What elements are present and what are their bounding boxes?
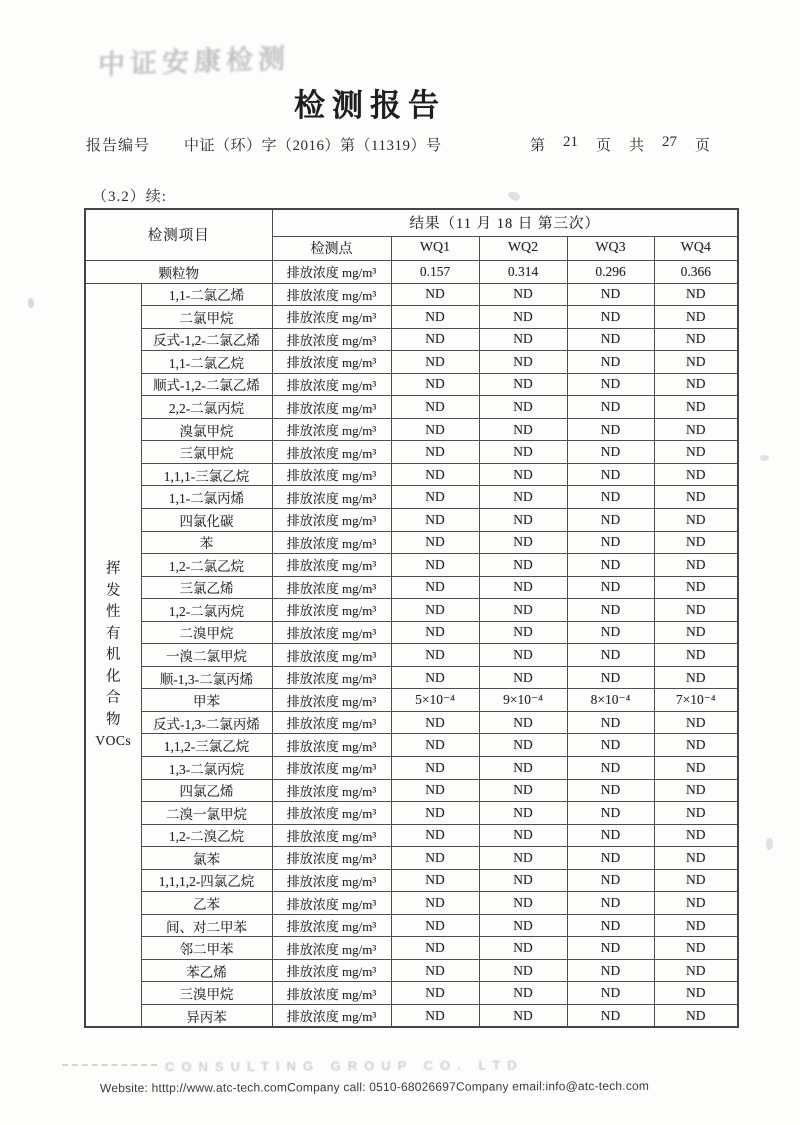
table-row — [85, 486, 738, 509]
value-cell: ND — [567, 869, 654, 892]
table-row — [85, 779, 738, 802]
point-type-cell: 排放浓度 mg/m³ — [272, 802, 391, 825]
value-cell: ND — [391, 328, 479, 351]
point-type-cell: 排放浓度 mg/m³ — [272, 373, 391, 396]
value-cell: ND — [567, 824, 654, 847]
point-type-cell: 排放浓度 mg/m³ — [272, 576, 391, 599]
table-header-row-1 — [85, 209, 738, 236]
item-name-cell: 四氯化碳 — [141, 508, 272, 531]
value-cell: ND — [567, 508, 654, 531]
voc-group-cell — [85, 283, 141, 1027]
table-row — [85, 734, 738, 757]
value-cell: ND — [654, 306, 738, 329]
value-cell: ND — [479, 508, 567, 531]
point-type-cell: 排放浓度 mg/m³ — [272, 260, 391, 283]
value-cell: ND — [479, 531, 567, 554]
item-name-cell: 二氯甲烷 — [141, 306, 272, 329]
value-cell: ND — [391, 576, 479, 599]
value-cell: ND — [391, 847, 479, 870]
item-name-cell: 溴氯甲烷 — [141, 418, 272, 441]
value-cell: ND — [567, 283, 654, 306]
value-cell: ND — [391, 779, 479, 802]
table-row — [85, 824, 738, 847]
value-cell: ND — [567, 621, 654, 644]
value-cell: ND — [567, 463, 654, 486]
value-cell: ND — [654, 869, 738, 892]
value-cell: ND — [479, 418, 567, 441]
value-cell: ND — [567, 1005, 654, 1028]
value-cell: ND — [654, 351, 738, 374]
value-cell: ND — [479, 644, 567, 667]
point-type-cell: 排放浓度 mg/m³ — [272, 621, 391, 644]
section-continued-label: （3.2）续: — [92, 189, 167, 205]
value-cell: ND — [479, 486, 567, 509]
table-row — [85, 892, 738, 915]
table-row — [85, 847, 738, 870]
table-row — [85, 351, 738, 374]
point-type-cell: 排放浓度 mg/m³ — [272, 847, 391, 870]
value-cell: ND — [479, 351, 567, 374]
item-name-cell: 氯苯 — [141, 847, 272, 870]
value-cell: ND — [391, 959, 479, 982]
report-number-label: 报告编号 — [86, 138, 151, 154]
item-name-cell: 四氯乙烯 — [141, 779, 272, 802]
report-title: 检测报告 — [294, 88, 446, 123]
value-cell: ND — [567, 982, 654, 1005]
value-cell: ND — [567, 576, 654, 599]
page-word: 页 — [596, 138, 612, 154]
sample-point-header-wq4: WQ4 — [654, 236, 738, 260]
report-meta-row — [0, 134, 800, 156]
value-cell: ND — [654, 463, 738, 486]
item-name-cell: 二溴一氯甲烷 — [141, 802, 272, 825]
point-type-cell: 排放浓度 mg/m³ — [272, 486, 391, 509]
scan-artifact — [28, 298, 34, 308]
value-cell: ND — [654, 328, 738, 351]
value-cell: ND — [391, 1005, 479, 1028]
point-type-cell: 排放浓度 mg/m³ — [272, 937, 391, 960]
scan-artifact — [766, 838, 773, 850]
value-cell: ND — [654, 666, 738, 689]
value-cell: ND — [567, 779, 654, 802]
value-cell: ND — [567, 734, 654, 757]
value-cell: ND — [654, 418, 738, 441]
value-cell: ND — [479, 599, 567, 622]
particulate-row — [85, 260, 738, 283]
table-row — [85, 283, 738, 306]
point-type-cell: 排放浓度 mg/m³ — [272, 756, 391, 779]
value-cell: ND — [567, 554, 654, 577]
value-cell: ND — [654, 621, 738, 644]
sample-point-header-wq3: WQ3 — [567, 236, 654, 260]
item-name-cell: 1,1,1,2-四氯乙烷 — [141, 869, 272, 892]
point-type-cell: 排放浓度 mg/m³ — [272, 869, 391, 892]
item-column-header: 检测项目 — [85, 209, 272, 260]
item-name-cell: 一溴二氯甲烷 — [141, 644, 272, 667]
item-name-cell: 1,1-二氯乙烯 — [141, 283, 272, 306]
table-row — [85, 1005, 738, 1028]
current-page-number: 21 — [563, 134, 579, 150]
item-name-cell: 1,1-二氯丙烯 — [141, 486, 272, 509]
value-cell: ND — [479, 959, 567, 982]
page-word-prefix: 第 — [530, 138, 546, 154]
value-cell: ND — [391, 621, 479, 644]
table-row — [85, 666, 738, 689]
value-cell: ND — [479, 328, 567, 351]
item-name-cell: 异丙苯 — [141, 1005, 272, 1028]
value-cell: ND — [567, 328, 654, 351]
value-cell: ND — [479, 937, 567, 960]
table-row — [85, 756, 738, 779]
value-cell: ND — [479, 621, 567, 644]
point-type-cell: 排放浓度 mg/m³ — [272, 351, 391, 374]
value-cell: ND — [391, 418, 479, 441]
value-cell: ND — [479, 396, 567, 419]
value-cell: ND — [654, 441, 738, 464]
value-cell: ND — [654, 644, 738, 667]
point-type-cell: 排放浓度 mg/m³ — [272, 599, 391, 622]
item-name-cell: 甲苯 — [141, 689, 272, 712]
item-name-cell: 2,2-二氯丙烷 — [141, 396, 272, 419]
value-cell: ND — [654, 1005, 738, 1028]
item-name-cell: 1,2-二氯乙烷 — [141, 554, 272, 577]
value-cell: ND — [567, 644, 654, 667]
page-indicator — [530, 134, 710, 155]
item-name-cell: 1,1,1-三氯乙烷 — [141, 463, 272, 486]
value-cell: ND — [567, 802, 654, 825]
table-row — [85, 644, 738, 667]
table-row — [85, 328, 738, 351]
table-row — [85, 959, 738, 982]
item-name-cell: 三氯乙烯 — [141, 576, 272, 599]
page-word-suffix: 页 — [695, 138, 711, 154]
value-cell: ND — [391, 351, 479, 374]
scan-artifact — [62, 1064, 157, 1066]
value-cell: ND — [654, 711, 738, 734]
value-cell: 0.366 — [654, 260, 738, 283]
value-cell: ND — [654, 599, 738, 622]
table-row — [85, 802, 738, 825]
item-name-cell: 反式-1,2-二氯乙烯 — [141, 328, 272, 351]
point-type-cell: 排放浓度 mg/m³ — [272, 734, 391, 757]
value-cell: ND — [654, 508, 738, 531]
item-name-cell: 1,2-二氯丙烷 — [141, 599, 272, 622]
value-cell: 7×10⁻⁴ — [654, 689, 738, 712]
value-cell: ND — [391, 396, 479, 419]
results-table — [84, 208, 739, 1028]
point-type-cell: 排放浓度 mg/m³ — [272, 508, 391, 531]
value-cell: ND — [391, 441, 479, 464]
value-cell: ND — [654, 486, 738, 509]
value-cell: ND — [654, 959, 738, 982]
value-cell: ND — [391, 824, 479, 847]
value-cell: ND — [567, 531, 654, 554]
point-type-cell: 排放浓度 mg/m³ — [272, 959, 391, 982]
table-row — [85, 396, 738, 419]
point-type-cell: 排放浓度 mg/m³ — [272, 554, 391, 577]
value-cell: ND — [654, 802, 738, 825]
value-cell: ND — [479, 463, 567, 486]
value-cell: ND — [479, 711, 567, 734]
value-cell: ND — [567, 486, 654, 509]
value-cell: ND — [567, 914, 654, 937]
item-name-cell: 颗粒物 — [85, 260, 272, 283]
total-page-number: 27 — [662, 134, 678, 150]
voc-acronym: VOCs — [95, 733, 132, 749]
value-cell: ND — [654, 734, 738, 757]
item-name-cell: 乙苯 — [141, 892, 272, 915]
point-type-cell: 排放浓度 mg/m³ — [272, 418, 391, 441]
table-row — [85, 554, 738, 577]
value-cell: ND — [479, 756, 567, 779]
value-cell: ND — [479, 847, 567, 870]
value-cell: ND — [654, 554, 738, 577]
value-cell: ND — [479, 283, 567, 306]
point-type-cell: 排放浓度 mg/m³ — [272, 711, 391, 734]
value-cell: ND — [654, 576, 738, 599]
value-cell: ND — [479, 554, 567, 577]
table-row — [85, 689, 738, 712]
value-cell: ND — [391, 599, 479, 622]
value-cell: ND — [391, 644, 479, 667]
table-row — [85, 306, 738, 329]
value-cell: ND — [567, 959, 654, 982]
value-cell: ND — [567, 441, 654, 464]
value-cell: ND — [654, 373, 738, 396]
table-row — [85, 463, 738, 486]
footer-contact-line: Website: htttp://www.atc-tech.comCompany call: 0510-68026697Company email:info@atc-tech.com — [99, 1078, 650, 1096]
value-cell: ND — [391, 734, 479, 757]
value-cell: ND — [654, 756, 738, 779]
table-row — [85, 418, 738, 441]
total-word: 共 — [629, 138, 645, 154]
point-type-cell: 排放浓度 mg/m³ — [272, 531, 391, 554]
value-cell: ND — [391, 802, 479, 825]
scan-artifact — [760, 455, 769, 461]
point-type-cell: 排放浓度 mg/m³ — [272, 892, 391, 915]
sample-point-header-wq1: WQ1 — [391, 236, 479, 260]
voc-body — [85, 283, 738, 1027]
value-cell: ND — [479, 982, 567, 1005]
value-cell: 0.314 — [479, 260, 567, 283]
point-column-header: 检测点 — [272, 236, 391, 260]
item-name-cell: 反式-1,3-二氯丙烯 — [141, 711, 272, 734]
value-cell: ND — [567, 756, 654, 779]
table-row — [85, 441, 738, 464]
value-cell: ND — [391, 892, 479, 915]
value-cell: ND — [391, 531, 479, 554]
value-cell: ND — [391, 463, 479, 486]
table-row — [85, 914, 738, 937]
value-cell: ND — [567, 599, 654, 622]
value-cell: ND — [391, 937, 479, 960]
results-table-wrapper — [84, 208, 739, 1028]
table-row — [85, 508, 738, 531]
value-cell: ND — [654, 914, 738, 937]
result-group-header: 结果（11 月 18 日 第三次） — [272, 209, 738, 236]
value-cell: ND — [654, 283, 738, 306]
value-cell: ND — [654, 396, 738, 419]
value-cell: ND — [391, 508, 479, 531]
point-type-cell: 排放浓度 mg/m³ — [272, 396, 391, 419]
item-name-cell: 苯乙烯 — [141, 959, 272, 982]
point-type-cell: 排放浓度 mg/m³ — [272, 463, 391, 486]
value-cell: ND — [391, 756, 479, 779]
value-cell: ND — [567, 418, 654, 441]
value-cell: ND — [567, 892, 654, 915]
value-cell: 8×10⁻⁴ — [567, 689, 654, 712]
point-type-cell: 排放浓度 mg/m³ — [272, 306, 391, 329]
value-cell: ND — [567, 937, 654, 960]
point-type-cell: 排放浓度 mg/m³ — [272, 283, 391, 306]
value-cell: ND — [567, 847, 654, 870]
voc-group-label: 挥 发 性 有 机 化 合 物 VOCs — [95, 561, 132, 749]
value-cell: ND — [567, 373, 654, 396]
point-type-cell: 排放浓度 mg/m³ — [272, 914, 391, 937]
value-cell: ND — [567, 666, 654, 689]
value-cell: ND — [391, 554, 479, 577]
value-cell: ND — [391, 373, 479, 396]
table-row — [85, 599, 738, 622]
item-name-cell: 1,1-二氯乙烷 — [141, 351, 272, 374]
value-cell: ND — [654, 824, 738, 847]
point-type-cell: 排放浓度 mg/m³ — [272, 1005, 391, 1028]
value-cell: ND — [391, 914, 479, 937]
value-cell: ND — [479, 892, 567, 915]
point-type-cell: 排放浓度 mg/m³ — [272, 441, 391, 464]
value-cell: 9×10⁻⁴ — [479, 689, 567, 712]
value-cell: ND — [391, 869, 479, 892]
value-cell: ND — [654, 892, 738, 915]
item-name-cell: 1,2-二溴乙烷 — [141, 824, 272, 847]
value-cell: ND — [567, 396, 654, 419]
sample-point-header-wq2: WQ2 — [479, 236, 567, 260]
table-row — [85, 937, 738, 960]
value-cell: ND — [567, 306, 654, 329]
value-cell: ND — [391, 306, 479, 329]
value-cell: ND — [479, 914, 567, 937]
value-cell: ND — [479, 373, 567, 396]
table-row — [85, 373, 738, 396]
value-cell: ND — [479, 306, 567, 329]
value-cell: ND — [391, 982, 479, 1005]
faded-stamp-text: CONSULTING GROUP CO. LTD — [164, 1057, 524, 1075]
value-cell: ND — [391, 711, 479, 734]
item-name-cell: 邻二甲苯 — [141, 937, 272, 960]
table-row — [85, 869, 738, 892]
item-name-cell: 顺-1,3-二氯丙烯 — [141, 666, 272, 689]
point-type-cell: 排放浓度 mg/m³ — [272, 689, 391, 712]
point-type-cell: 排放浓度 mg/m³ — [272, 982, 391, 1005]
value-cell: ND — [654, 531, 738, 554]
item-name-cell: 二溴甲烷 — [141, 621, 272, 644]
value-cell: ND — [479, 1005, 567, 1028]
value-cell: 0.157 — [391, 260, 479, 283]
value-cell: ND — [391, 283, 479, 306]
table-row — [85, 531, 738, 554]
value-cell: ND — [479, 576, 567, 599]
value-cell: ND — [479, 666, 567, 689]
value-cell: ND — [479, 734, 567, 757]
company-logo-watermark: 中证安康检测 — [97, 43, 291, 81]
point-type-cell: 排放浓度 mg/m³ — [272, 644, 391, 667]
value-cell: 5×10⁻⁴ — [391, 689, 479, 712]
point-type-cell: 排放浓度 mg/m³ — [272, 779, 391, 802]
point-type-cell: 排放浓度 mg/m³ — [272, 328, 391, 351]
table-row — [85, 982, 738, 1005]
value-cell: ND — [479, 824, 567, 847]
value-cell: ND — [391, 486, 479, 509]
item-name-cell: 间、对二甲苯 — [141, 914, 272, 937]
item-name-cell: 三氯甲烷 — [141, 441, 272, 464]
value-cell: 0.296 — [567, 260, 654, 283]
item-name-cell: 1,3-二氯丙烷 — [141, 756, 272, 779]
item-name-cell: 顺式-1,2-二氯乙烯 — [141, 373, 272, 396]
value-cell: ND — [654, 982, 738, 1005]
value-cell: ND — [479, 802, 567, 825]
point-type-cell: 排放浓度 mg/m³ — [272, 666, 391, 689]
item-name-cell: 1,1,2-三氯乙烷 — [141, 734, 272, 757]
report-number-value: 中证（环）字（2016）第（11319）号 — [184, 138, 442, 154]
value-cell: ND — [654, 779, 738, 802]
value-cell: ND — [654, 847, 738, 870]
value-cell: ND — [654, 937, 738, 960]
point-type-cell: 排放浓度 mg/m³ — [272, 824, 391, 847]
value-cell: ND — [479, 779, 567, 802]
value-cell: ND — [567, 351, 654, 374]
table-row — [85, 576, 738, 599]
value-cell: ND — [479, 441, 567, 464]
table-row — [85, 621, 738, 644]
item-name-cell: 苯 — [141, 531, 272, 554]
value-cell: ND — [391, 666, 479, 689]
scan-artifact — [507, 190, 521, 202]
table-row — [85, 711, 738, 734]
item-name-cell: 三溴甲烷 — [141, 982, 272, 1005]
value-cell: ND — [479, 869, 567, 892]
value-cell: ND — [567, 711, 654, 734]
